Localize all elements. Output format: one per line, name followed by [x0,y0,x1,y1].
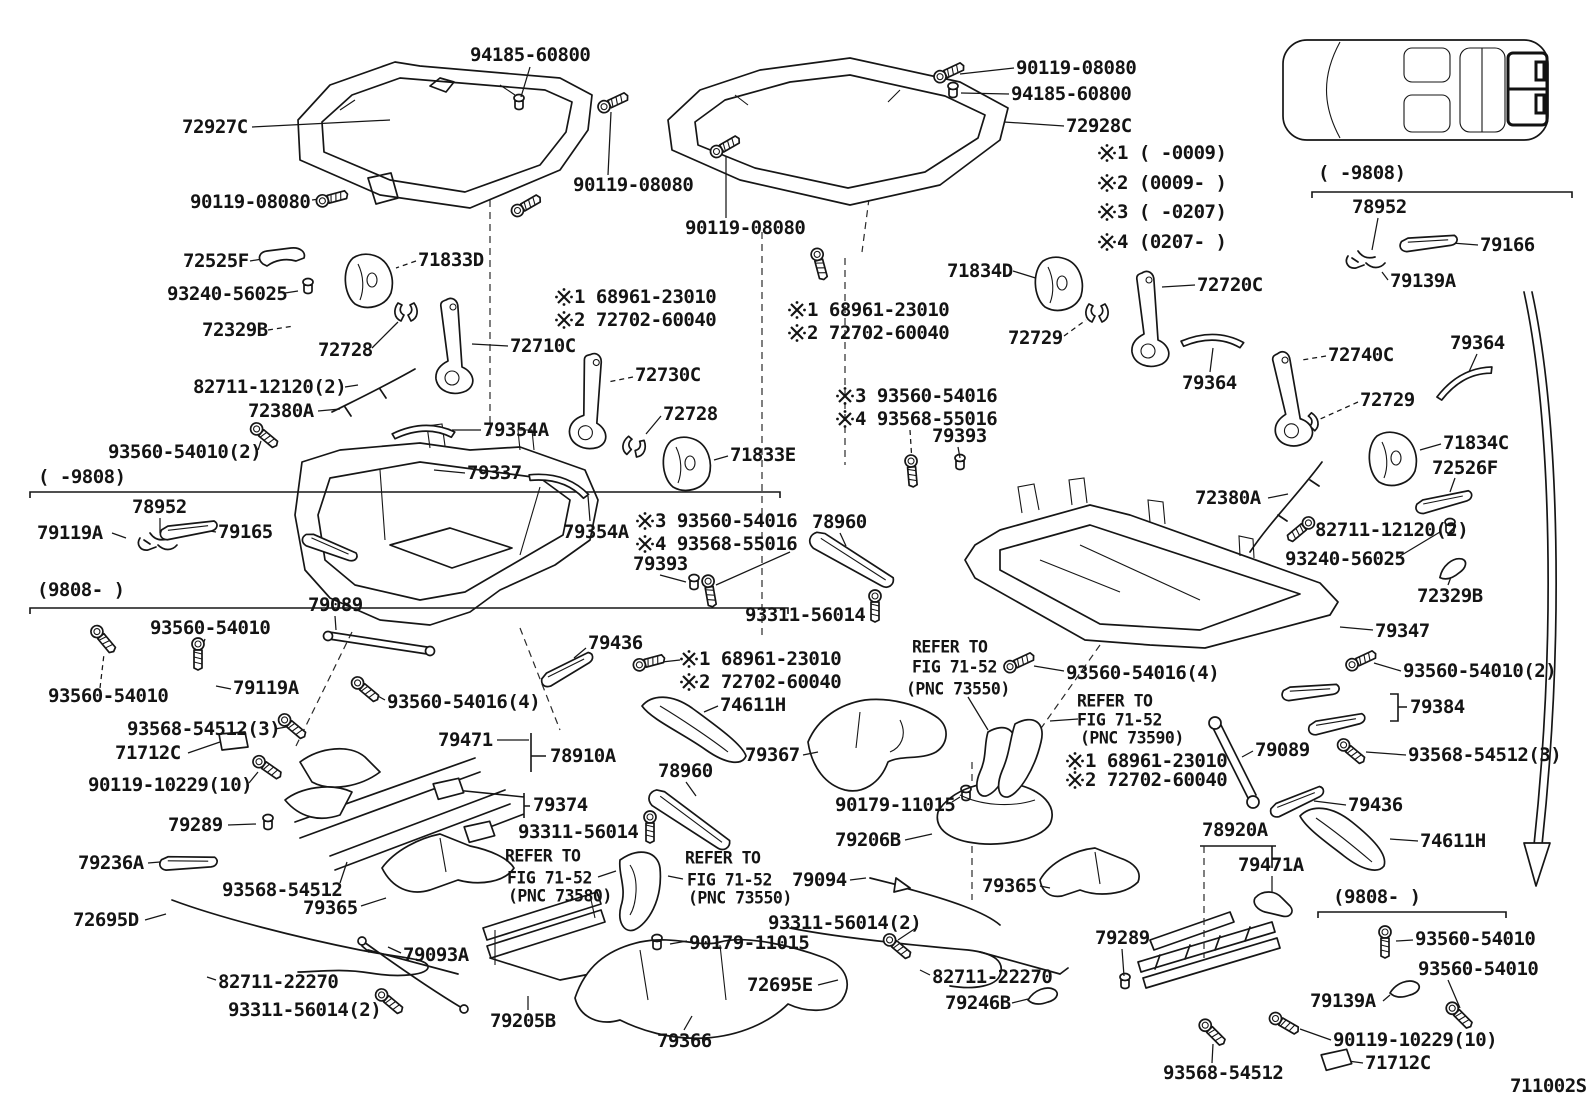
part-glyph-wing [1390,981,1419,997]
part-label: 3 93560-54016 [655,510,798,532]
part-label: 93560-54010 [150,617,271,639]
part-label: 79471A [1238,854,1304,876]
part-label: 78960 [812,511,867,533]
cushion-frame-right [965,478,1338,648]
part-label: 72728 [318,339,373,361]
part-label: 90179-11015 [689,932,810,954]
part-label: 72740C [1328,344,1394,366]
part-label: 74611H [720,694,786,716]
gas-stay-left [324,632,435,656]
part-label: 93560-54010(2) [1403,660,1557,682]
part-label: 82711-22270 [218,971,339,993]
leader-line [1314,801,1346,805]
part-label: 93311-56014 [745,604,866,626]
leader-line [1300,1029,1331,1040]
leader-line [1012,999,1028,1003]
part-glyph-bolt [881,931,913,961]
part-label: (PNC 73580) [508,886,612,906]
part-label: 72380A [248,400,314,422]
rail-cluster-right [1138,912,1280,988]
latch-79471A [1254,892,1292,916]
part-glyph-strap [1281,677,1340,705]
part-glyph-grommet [689,575,699,590]
part-glyph-pad [433,778,464,800]
part-label: 3 93560-54016 [855,385,998,407]
bracket-79367 [808,699,946,790]
reference-mark-icon [1098,174,1116,192]
part-glyph-bolt [810,247,830,281]
part-label: 72729 [1360,389,1415,411]
note-label: 1 ( -0009) [1117,142,1227,164]
part-glyph-bolt [1267,1010,1301,1036]
leader-line [1004,122,1064,126]
part-label: 79094 [792,869,847,891]
leader-line [361,898,386,906]
part-glyph-bolt [88,623,118,655]
part-label: 82711-22270 [932,966,1053,988]
part-label: 78960 [658,760,713,782]
part-label: 1 68961-23010 [1085,750,1228,772]
part-label: 79206B [835,829,901,851]
leader-line [646,416,661,434]
reference-mark-icon [636,512,654,530]
part-label: 72927C [182,116,248,138]
leader-line [1122,949,1124,976]
part-glyph-bar [642,786,737,852]
part-label: 93560-54010 [48,685,169,707]
part-label: 79354A [483,419,549,441]
part-glyph-grommet [303,279,313,294]
leader-line [1396,940,1413,941]
part-label: FIG 71-52 [507,868,592,888]
part-label: 79393 [633,553,688,575]
reference-mark-icon [555,288,573,306]
leader-line [660,575,686,582]
leader-line [145,914,166,920]
part-label: 82711-12120(2) [1315,519,1469,541]
part-glyph-strap [539,646,595,692]
part-label: REFER TO [505,846,581,866]
part-label: 71712C [1365,1052,1431,1074]
part-label: 93240-56025 [167,283,288,305]
seat-pan-frame-left [298,62,592,208]
part-label: 1 68961-23010 [807,299,950,321]
part-glyph-bolt [596,90,630,114]
part-label: 79365 [982,875,1037,897]
note-label: 4 (0207- ) [1117,231,1227,253]
leader-line [1268,494,1288,498]
part-glyph-bolt [701,574,718,608]
leader-line [268,326,294,330]
part-label: 78910A [550,745,616,767]
reference-mark-icon [1066,771,1084,789]
leader-line [1340,627,1373,630]
part-label: 79205B [490,1010,556,1032]
leader-line [714,456,728,460]
part-label: 711002S [1510,1075,1587,1097]
part-glyph-hinge [1267,350,1314,448]
part-glyph-lever [260,248,305,266]
leader-line [372,322,398,348]
part-glyph-hinge [1132,271,1169,366]
reference-mark-icon [1098,144,1116,162]
part-glyph-blob [1035,257,1082,310]
part-label: 79354A [563,521,629,543]
part-label: 1 68961-23010 [699,648,842,670]
part-label: 93560-54010 [1418,958,1539,980]
reference-mark-icon [1098,203,1116,221]
part-glyph-grommet [1120,974,1130,989]
leader-line [345,385,358,387]
leader-line [850,878,866,880]
part-glyph-bolt [632,652,666,672]
flow-arrow [1524,292,1556,886]
part-label: 72710C [510,335,576,357]
leader-line [1390,839,1418,841]
part-label: 94185-60800 [1011,83,1132,105]
part-glyph-bolt [1444,1000,1475,1031]
leader-line [1064,320,1086,336]
part-glyph-grommet [263,815,273,830]
part-label: 74611H [1420,830,1486,852]
part-label: 93568-54512 [222,879,343,901]
part-label: 71833D [418,249,484,271]
leader-line [1372,218,1378,250]
part-label: 79139A [1390,270,1456,292]
part-label: 79289 [168,814,223,836]
part-label: 90119-10229(10) [1333,1029,1498,1051]
part-label: 79289 [1095,927,1150,949]
part-label: 90179-11015 [835,794,956,816]
part-glyph-pad [464,821,495,843]
part-glyph-bolt [1379,926,1391,958]
part-glyph-bar [804,529,900,590]
leader-line [1212,1044,1213,1063]
leader-line [335,616,336,630]
leader-line [112,533,126,538]
leader-line [716,552,790,585]
note-label: 3 ( -0207) [1117,201,1227,223]
part-label: 79093A [403,944,469,966]
part-label: 79471 [438,729,493,751]
part-label: 93560-54010(2) [108,441,262,463]
leader-line [960,68,1014,74]
part-glyph-bolt [905,455,920,488]
part-label: 72730C [635,364,701,386]
part-label: 90119-10229(10) [88,774,253,796]
note-label: 2 (0009- ) [1117,172,1227,194]
leader-line [1374,663,1401,671]
leader-line [1034,666,1064,671]
part-label: 79384 [1410,696,1465,718]
part-label: 71834D [947,260,1013,282]
part-glyph-bolt [251,753,284,781]
leader-line [920,970,930,975]
reference-mark-icon [1098,233,1116,251]
leader-line [1382,272,1388,280]
leader-line [396,261,416,268]
part-glyph-bolt [192,638,204,670]
leader-line [1450,478,1455,492]
part-label: 79236A [78,852,144,874]
part-glyph-arc [1433,366,1497,401]
part-label: (PNC 73550) [906,679,1010,699]
part-label: 2 72702-60040 [807,322,950,344]
part-label: 4 93568-55016 [855,408,998,430]
leader-line [1366,752,1406,755]
car-inset [1283,40,1548,140]
part-label: 79089 [308,594,363,616]
part-label: (PNC 73550) [688,888,792,908]
leader-line [608,112,611,175]
highlighted-rear-seat [1508,53,1547,125]
part-label: 93240-56025 [1285,548,1406,570]
part-label: 72380A [1195,487,1261,509]
part-label: 79139A [1310,990,1376,1012]
part-label: 90119-08080 [573,174,694,196]
leader-line [100,654,104,688]
part-glyph-bolt [1285,514,1317,544]
part-glyph-bolt [644,811,656,843]
reference-mark-icon [636,535,654,553]
leader-line [686,782,696,796]
part-label: 93311-56014(2) [768,912,922,934]
part-label: 90119-08080 [685,217,806,239]
leader-line [388,947,401,953]
part-glyph-bolt [869,590,881,622]
leader-line [905,834,932,840]
reference-mark-icon [788,301,806,319]
part-label: 2 72702-60040 [699,671,842,693]
part-glyph-pad [1321,1049,1352,1071]
leader-line [188,742,220,753]
part-label: 2 72702-60040 [1085,769,1228,791]
part-label: 93560-54016(4) [1066,662,1220,684]
leader-line [1318,402,1358,420]
part-glyph-strap [1307,706,1366,739]
part-glyph-strap [159,514,218,544]
part-glyph-strap [159,850,218,874]
part-label: 72526F [1432,457,1498,479]
part-label: 79366 [657,1030,712,1052]
part-glyph-wing [1436,556,1469,581]
part-label: 79337 [467,462,522,484]
part-label: 4 93568-55016 [655,533,798,555]
part-glyph-strap [1414,484,1473,519]
armrest-right [1300,808,1385,870]
leader-line [1210,348,1213,372]
part-label: 78920A [1202,819,1268,841]
part-label: 71834C [1443,432,1509,454]
part-label: 93568-54512(3) [1408,744,1562,766]
part-label: 79393 [932,425,987,447]
reference-mark-icon [836,387,854,405]
part-label: ( -9808) [38,466,126,488]
part-glyph-blob [345,254,392,307]
part-label: 93560-54010 [1415,928,1536,950]
part-glyph-blob [1369,432,1416,485]
part-label: (9808- ) [1333,886,1421,908]
reference-mark-icon [680,650,698,668]
bracket-79365-right [1040,848,1139,896]
leader-line [608,377,633,382]
part-glyph-wing [1028,988,1057,1004]
part-glyph-hinge [436,298,473,393]
part-label: 72329B [1417,585,1483,607]
part-label: 72525F [183,250,249,272]
part-label: 79367 [745,744,800,766]
part-label: 82711-12120(2) [193,376,347,398]
part-glyph-bolt [349,674,381,704]
leader-line [704,706,718,712]
part-label: 79347 [1375,620,1430,642]
leader-line [228,824,256,825]
part-label: 93568-54512(3) [127,718,281,740]
part-label: (9808- ) [37,579,125,601]
reference-mark-icon [788,324,806,342]
leader-line [1420,444,1441,450]
part-label: 79119A [233,677,299,699]
part-label: 72329B [202,319,268,341]
part-label: 72695E [747,974,813,996]
part-label: 93568-54512 [1163,1062,1284,1084]
leader-line [216,686,231,689]
part-glyph-bolt [1197,1017,1228,1048]
part-glyph-bolt [276,711,308,741]
part-label: 79364 [1450,332,1505,354]
part-label: 90119-08080 [190,191,311,213]
leader-line [207,977,216,980]
part-label: 79119A [37,522,103,544]
part-glyph-hinge [567,352,617,451]
part-glyph-clip [395,303,417,321]
part-glyph-bolt [1335,736,1367,766]
reference-mark-icon [1066,752,1084,770]
part-label: 72728 [663,403,718,425]
leader-line [1242,751,1253,757]
part-label: REFER TO [685,848,761,868]
leader-line [958,447,960,458]
part-glyph-bolt [315,188,349,208]
bracket-79365-left [382,834,514,892]
part-label: 93311-56014(2) [228,999,382,1021]
part-label: 2 72702-60040 [574,309,717,331]
part-label: 72729 [1008,327,1063,349]
leader-line [1383,995,1390,1001]
part-label: (PNC 73590) [1080,728,1184,748]
part-label: 79089 [1255,739,1310,761]
reference-mark-icon [836,410,854,428]
part-label: ( -9808) [1318,162,1406,184]
part-label: 79436 [588,632,643,654]
part-label: 94185-60800 [470,44,591,66]
leader-line [1302,356,1326,360]
part-label: REFER TO [1077,691,1153,711]
part-label: 79166 [1480,234,1535,256]
part-label: 78952 [1352,196,1407,218]
part-label: 79374 [533,794,588,816]
part-label: 93311-56014 [518,821,639,843]
part-label: REFER TO [912,637,988,657]
part-label: 78952 [132,496,187,518]
part-label: FIG 71-52 [687,870,772,890]
part-glyph-strap [1399,228,1458,256]
part-label: 79165 [218,521,273,543]
part-label: 90119-08080 [1016,57,1137,79]
part-label: 72720C [1197,274,1263,296]
part-label: 71833E [730,444,796,466]
part-label: FIG 71-52 [1077,710,1162,730]
part-label: 79246B [945,992,1011,1014]
part-label: 1 68961-23010 [574,286,717,308]
part-label: 79364 [1182,372,1237,394]
part-label: 93560-54016(4) [387,691,541,713]
leader-line [1162,285,1195,287]
part-glyph-bolt [1344,648,1378,672]
part-label: 79365 [303,897,358,919]
part-label: 72695D [73,909,139,931]
part-glyph-clip3 [1346,251,1385,268]
part-glyph-blob [663,437,710,490]
part-glyph-bolt [509,192,543,218]
part-label: 79436 [1348,794,1403,816]
part-label: 72928C [1066,115,1132,137]
part-glyph-bolt [1002,650,1036,674]
part-glyph-clip [621,435,647,458]
part-label: FIG 71-52 [912,657,997,677]
reference-mark-icon [680,673,698,691]
part-label: 71712C [115,742,181,764]
part-glyph-clip [1086,304,1108,322]
seat-pan-frame-right [668,58,1008,205]
part-labels [37,44,1587,1097]
reference-mark-icon [555,311,573,329]
